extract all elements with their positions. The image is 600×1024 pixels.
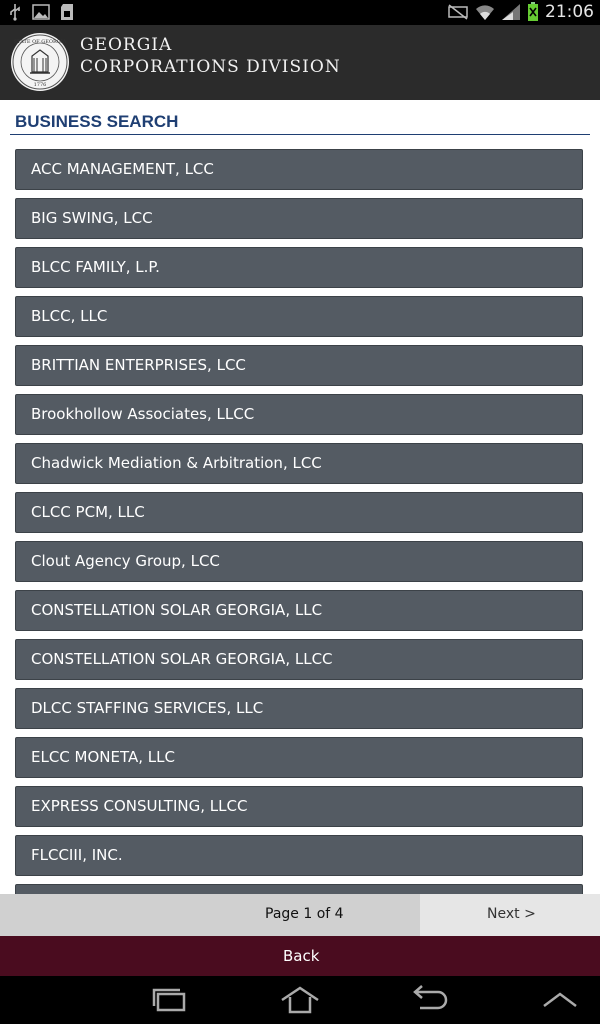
header-title-line1: GEORGIA — [80, 35, 173, 55]
result-label: FLCCIII, INC. — [31, 846, 123, 864]
result-label: BRITTIAN ENTERPRISES, LCC — [31, 356, 246, 374]
result-label: Brookhollow Associates, LLCC — [31, 405, 255, 423]
result-row[interactable] — [15, 296, 583, 337]
result-row[interactable] — [15, 443, 583, 484]
recent-apps-icon[interactable] — [150, 984, 190, 1016]
result-row[interactable] — [15, 492, 583, 533]
chevron-up-icon[interactable] — [540, 984, 580, 1016]
image-icon — [32, 4, 50, 20]
home-icon[interactable] — [280, 984, 320, 1016]
result-label: BLCC, LLC — [31, 307, 108, 325]
battery-icon — [527, 2, 539, 22]
result-row[interactable] — [15, 394, 583, 435]
result-row[interactable] — [15, 786, 583, 827]
result-row[interactable] — [15, 884, 583, 894]
result-label: Clout Agency Group, LCC — [31, 552, 220, 570]
result-row[interactable] — [15, 737, 583, 778]
result-label: ACC MANAGEMENT, LCC — [31, 160, 214, 178]
result-label: ELCC MONETA, LLC — [31, 748, 175, 766]
result-row[interactable] — [15, 247, 583, 288]
result-label: CONSTELLATION SOLAR GEORGIA, LLCC — [31, 650, 333, 668]
pager-bar — [0, 894, 600, 936]
status-bar — [0, 0, 600, 25]
next-page-label: Next > — [487, 906, 536, 922]
sd-card-icon — [60, 3, 74, 21]
svg-text:1776: 1776 — [33, 82, 47, 88]
result-row[interactable] — [15, 688, 583, 729]
wifi-icon — [475, 3, 495, 21]
result-row[interactable] — [15, 345, 583, 386]
mute-icon — [447, 4, 469, 20]
svg-text:STATE OF GEORGIA: STATE OF GEORGIA — [13, 39, 67, 45]
result-row[interactable] — [15, 541, 583, 582]
signal-icon — [501, 3, 521, 21]
system-icons — [447, 2, 594, 22]
result-row[interactable] — [15, 639, 583, 680]
back-arrow-icon[interactable] — [410, 984, 450, 1016]
page-indicator: Page 1 of 4 — [265, 906, 344, 922]
header-title-line2: CORPORATIONS DIVISION — [80, 57, 341, 77]
back-button[interactable] — [0, 936, 600, 976]
system-nav-bar — [0, 976, 600, 1024]
section-divider — [10, 134, 590, 135]
result-label: Chadwick Mediation & Arbitration, LCC — [31, 454, 322, 472]
notification-icons — [8, 3, 74, 21]
result-row[interactable] — [15, 198, 583, 239]
next-page-button[interactable] — [420, 894, 600, 936]
clock: 21:06 — [545, 2, 594, 22]
results-list[interactable] — [15, 149, 585, 894]
result-row[interactable] — [15, 149, 583, 190]
result-label: EXPRESS CONSULTING, LLCC — [31, 797, 248, 815]
result-label: CONSTELLATION SOLAR GEORGIA, LLC — [31, 601, 323, 619]
georgia-seal-logo — [10, 32, 70, 92]
result-label: CLCC PCM, LLC — [31, 503, 145, 521]
usb-icon — [8, 3, 22, 21]
result-label: BIG SWING, LCC — [31, 209, 153, 227]
back-label: Back — [283, 947, 320, 965]
result-row[interactable] — [15, 835, 583, 876]
section-title: BUSINESS SEARCH — [15, 112, 179, 131]
result-label: DLCC STAFFING SERVICES, LLC — [31, 699, 264, 717]
result-label: BLCC FAMILY, L.P. — [31, 258, 160, 276]
result-row[interactable] — [15, 590, 583, 631]
app-header — [0, 25, 600, 100]
